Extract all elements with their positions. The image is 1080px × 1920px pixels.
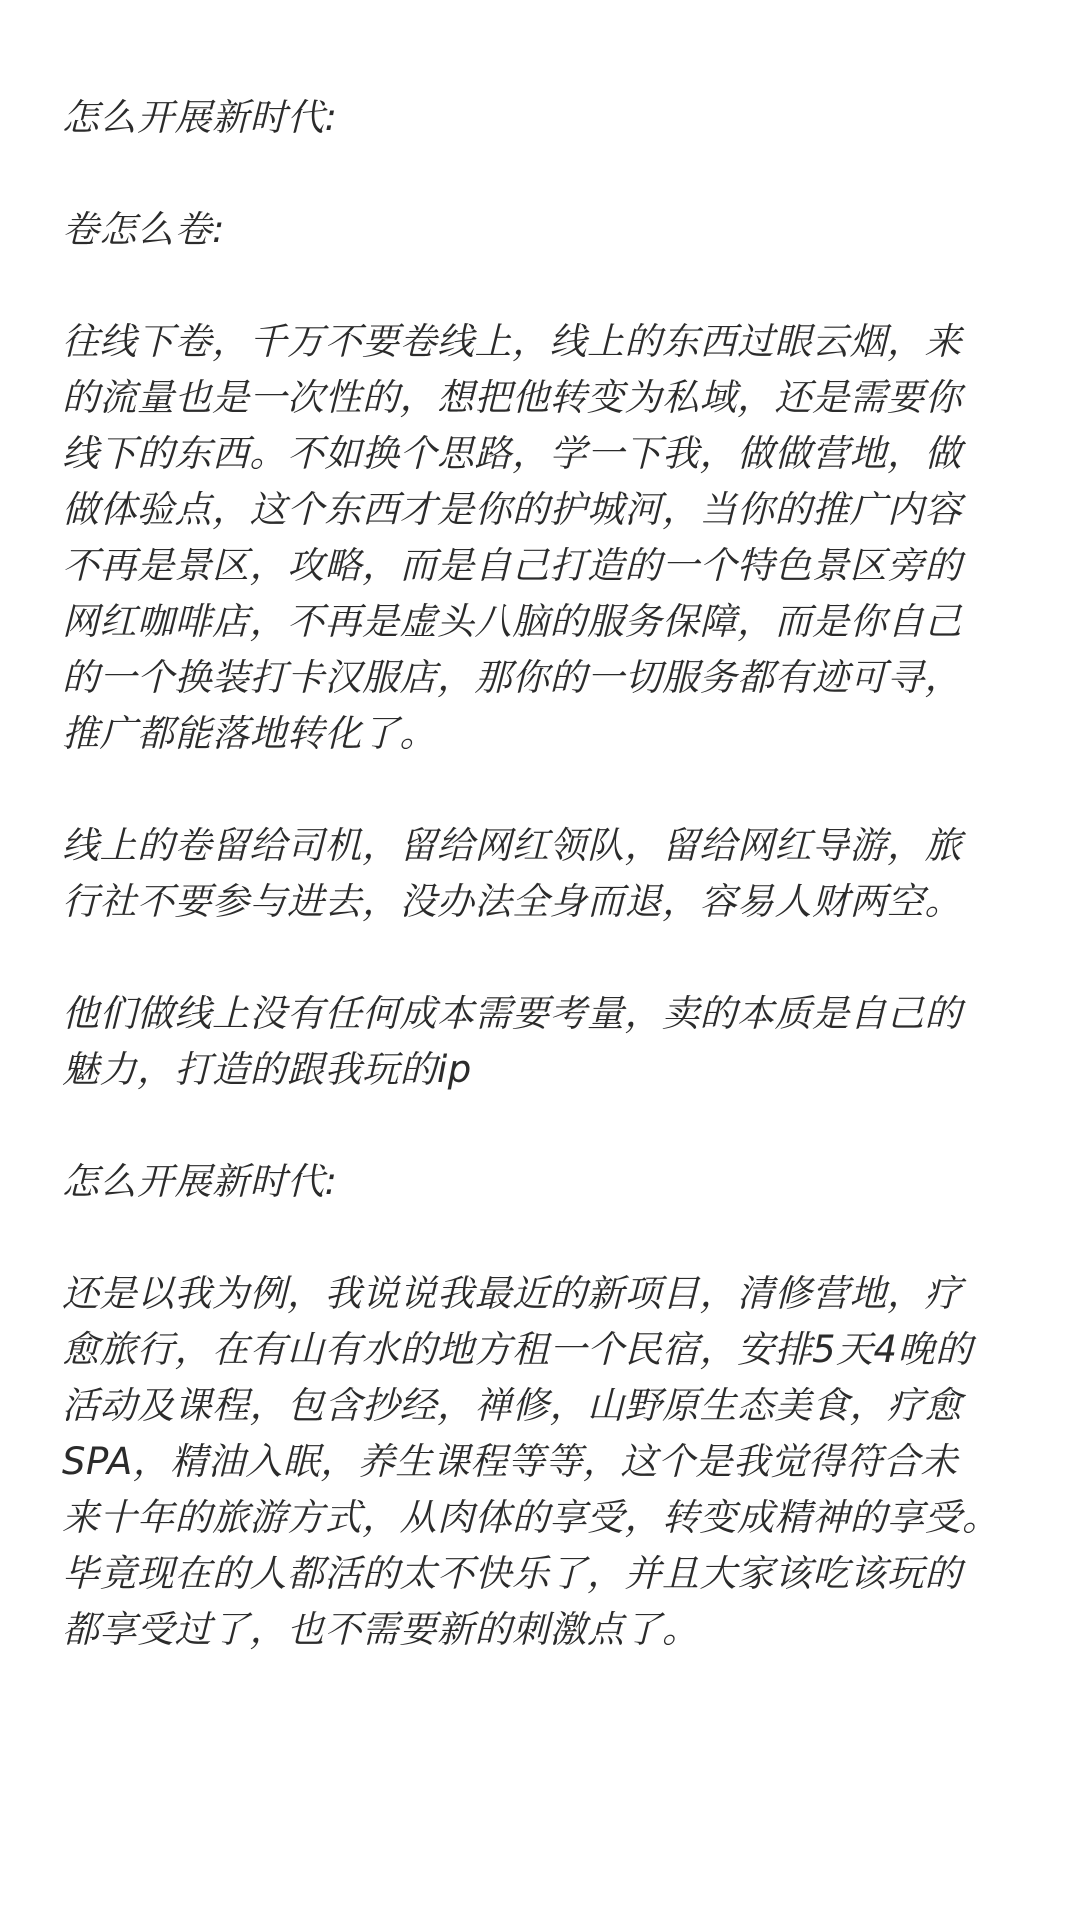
article-body — [62, 90, 1022, 1658]
heading-new-era: 怎么开展新时代: — [62, 96, 338, 139]
paragraph-online-cost: 他们做线上没有任何成本需要考量，卖的本质是自己的 魅力，打造的跟我玩的ip — [62, 992, 962, 1091]
paragraph-example-project: 还是以我为例，我说说我最近的新项目，清修营地，疗 愈旅行，在有山有水的地方租一个民宿，安排5天4晚的 活动及课程，包含抄经，禅修，山野原生态美食，疗愈 SPA，精油入眠，养生课程等等，这个是我觉得符合未 来十年的旅游方式，从肉体的享受，转变成精神的享受。 毕竟现在的人都活的太不快乐了，并且大家该吃该玩的 都享受过了，也不需要新的刺激点了。 — [62, 1272, 1000, 1651]
heading-how-to-compete: 卷怎么卷: — [62, 208, 225, 251]
paragraph-online-leave: 线上的卷留给司机，留给网红领队，留给网红导游，旅 行社不要参与进去，没办法全身而退，容易人财两空。 — [62, 824, 962, 923]
paragraph-offline: 往线下卷，千万不要卷线上，线上的东西过眼云烟，来 的流量也是一次性的，想把他转变为私域，还是需要你 线下的东西。不如换个思路，学一下我，做做营地，做 做体验点，这个东西才是你的护城河，当你的推广内容 不再是景区，攻略，而是自己打造的一个特色景区旁的 网红咖啡店，不再是虚头八脑的服务保障，而是你自己 的一个换装打卡汉服店，那你的一切服务都有迹可寻， 推广都能落地转化了。 — [62, 320, 962, 755]
heading-new-era-repeat: 怎么开展新时代: — [62, 1160, 338, 1203]
